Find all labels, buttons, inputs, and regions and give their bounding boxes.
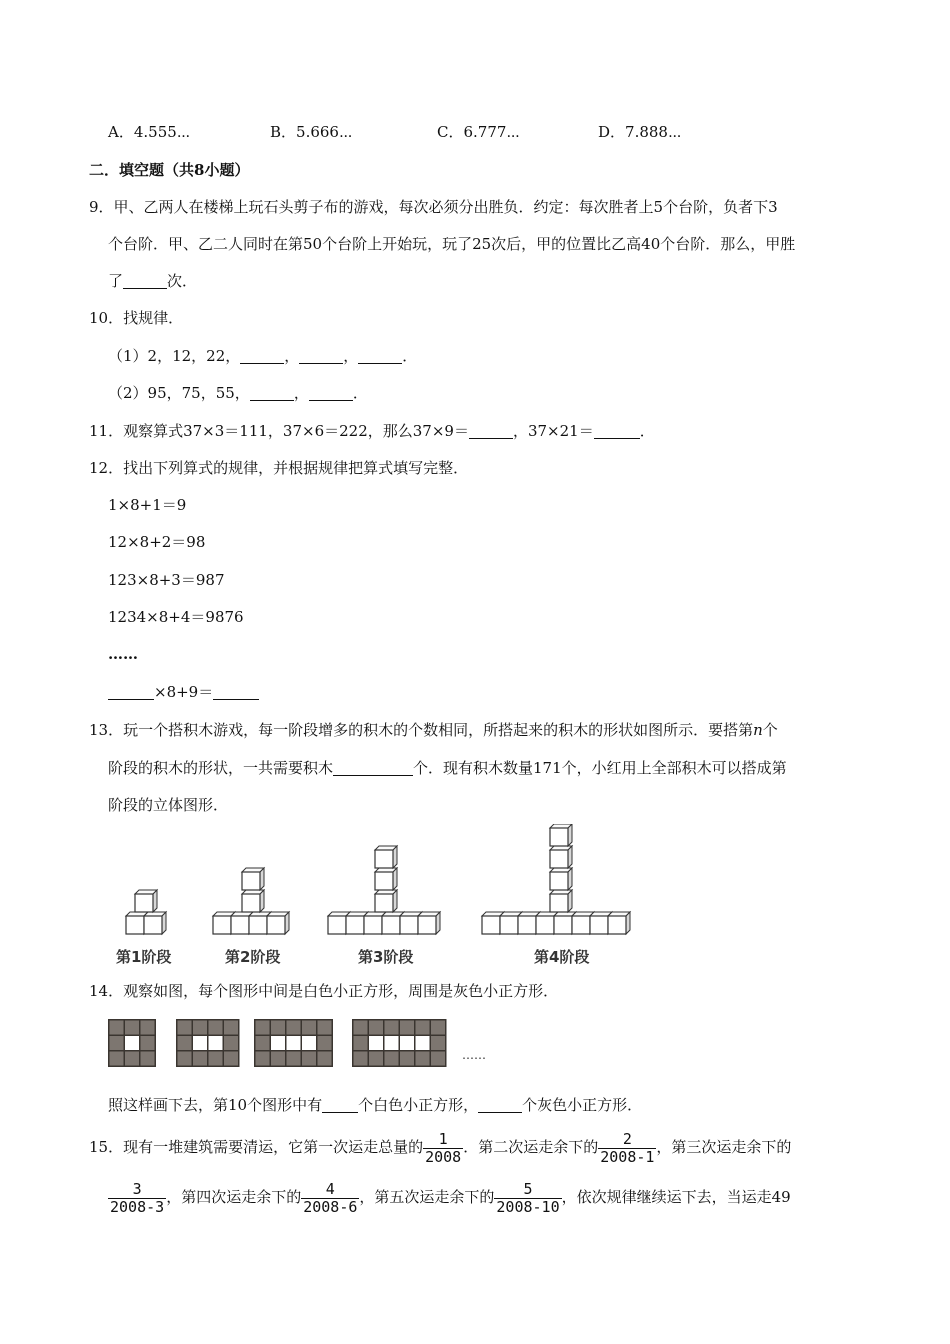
fraction-4: $\frac{4}{2008-6}$: [303, 1179, 358, 1216]
gray-square: [369, 1021, 383, 1035]
q10-p1-blank-2[interactable]: [299, 347, 343, 364]
q14-blank-2[interactable]: [478, 1096, 522, 1113]
q10-title: 10．找规律．: [89, 309, 184, 327]
fraction-1: $\frac{1}{2008}$: [425, 1129, 462, 1166]
q10-p2-blank-2[interactable]: [309, 384, 353, 401]
gray-square: [416, 1021, 430, 1035]
option-c: C．6.777⋯: [437, 123, 520, 141]
q11-text-a: 11．观察算式37×3＝111，37×6＝222，那么37×9＝: [89, 422, 469, 440]
stage-3-blocks: [328, 846, 440, 934]
option-b: B．5.666⋯: [270, 123, 353, 141]
pattern-continue-dots: ……: [462, 1048, 486, 1062]
gray-square: [193, 1021, 207, 1035]
q13-n: n: [753, 721, 763, 739]
q9-answer-blank[interactable]: [123, 272, 167, 289]
q10-sep: ，: [343, 347, 359, 365]
q10-p2-blank-1[interactable]: [250, 384, 294, 401]
q13-blank-1[interactable]: [333, 759, 413, 776]
q12-eq-1: 1×8+1＝9: [108, 496, 187, 514]
gray-square: [318, 1036, 332, 1050]
option-a: A．4.555⋯: [108, 123, 191, 141]
gray-square: [256, 1052, 270, 1066]
gray-square: [431, 1036, 445, 1050]
white-square: [193, 1036, 207, 1050]
q11-blank-1[interactable]: [469, 422, 513, 439]
q11-line: [89, 420, 655, 442]
stage-4-blocks: [482, 824, 630, 934]
stage-3-label: 第3阶段: [358, 948, 414, 966]
q13-text-d: 个．现有积木数量171个，小红用上全部积木可以搭成第: [413, 759, 787, 777]
white-square: [271, 1036, 285, 1050]
stage-2-blocks: [213, 868, 289, 934]
block-stages-figure: [108, 824, 648, 970]
q14-text-a: 照这样画下去，第10个图形中有: [108, 1096, 323, 1114]
q12-fill-text: ×8+9＝: [154, 683, 214, 701]
white-square: [385, 1036, 399, 1050]
q9-text-a: 了: [108, 272, 124, 290]
gray-square: [302, 1052, 316, 1066]
fraction-3: $\frac{3}{2008-3}$: [110, 1179, 165, 1216]
stage-2-label: 第2阶段: [225, 948, 281, 966]
q14-line: [108, 1094, 642, 1116]
gray-square: [178, 1021, 192, 1035]
white-square: [209, 1036, 223, 1050]
gray-square: [224, 1021, 238, 1035]
q10-part-2: [108, 382, 368, 404]
gray-square: [141, 1052, 155, 1066]
q14-text-b: 个白色小正方形，: [358, 1096, 479, 1114]
q12-blank-2[interactable]: [213, 683, 259, 700]
gray-square: [287, 1021, 301, 1035]
q12-title: 12．找出下列算式的规律，并根据规律把算式填写完整．: [89, 459, 469, 477]
gray-square: [110, 1052, 124, 1066]
q15-text-e: ，第五次运走余下的: [359, 1188, 495, 1206]
gray-square: [224, 1036, 238, 1050]
gray-square: [431, 1021, 445, 1035]
q12-blank-1[interactable]: [108, 683, 154, 700]
q9-line-1: 9．甲、乙两人在楼梯上玩石头剪子布的游戏，每次必须分出胜负．约定：每次胜者上5个台阶，负者下3: [89, 198, 778, 216]
gray-square: [193, 1052, 207, 1066]
gray-square: [431, 1052, 445, 1066]
white-square: [400, 1036, 414, 1050]
gray-square: [354, 1052, 368, 1066]
option-d: D．7.888⋯: [598, 123, 682, 141]
gray-square: [178, 1036, 192, 1050]
q13-text-b: 个: [762, 721, 778, 739]
pattern-figure-1: [108, 1019, 156, 1067]
pattern-figure-3: [254, 1019, 333, 1067]
section-title: 二．填空题（共8小题）: [89, 161, 250, 179]
stage-1-blocks: [126, 890, 166, 934]
q11-blank-2[interactable]: [594, 422, 640, 439]
gray-square: [209, 1021, 223, 1035]
stage-1-label: 第1阶段: [116, 948, 172, 966]
gray-square: [209, 1052, 223, 1066]
gray-square: [400, 1021, 414, 1035]
gray-square: [318, 1021, 332, 1035]
q11-text-c: ．: [639, 422, 655, 440]
q15-text-c: ，第三次运走余下的: [656, 1138, 792, 1156]
gray-square: [125, 1052, 139, 1066]
pattern-figure-2: [176, 1019, 240, 1067]
q13-text-c: 阶段的积木的形状，一共需要积木: [108, 759, 334, 777]
gray-square: [141, 1021, 155, 1035]
q9-line-2: 个台阶．甲、乙二人同时在第50个台阶上开始玩，玩了25次后，甲的位置比乙高40个台阶．那么，甲胜: [108, 235, 796, 253]
q9-line-3: [108, 270, 197, 292]
q9-text-b: 次．: [167, 272, 198, 290]
q12-dots: ……: [108, 645, 138, 663]
q15-text-d: ，第四次运走余下的: [166, 1188, 302, 1206]
q14-blank-1[interactable]: [322, 1096, 358, 1113]
q10-p1-blank-1[interactable]: [240, 347, 284, 364]
gray-square: [271, 1052, 285, 1066]
q15-text-f: ，依次规律继续运下去，当运走49: [561, 1188, 791, 1206]
gray-square: [354, 1036, 368, 1050]
q13-line-2: [108, 757, 787, 779]
q10-end: ．: [352, 384, 368, 402]
white-square: [369, 1036, 383, 1050]
q12-fill-line: [108, 681, 259, 703]
stage-4-label: 第4阶段: [534, 948, 590, 966]
q10-end: ．: [402, 347, 418, 365]
gray-square: [178, 1052, 192, 1066]
pattern-figure-4: [352, 1019, 447, 1067]
white-square: [125, 1036, 139, 1050]
q11-text-b: ，37×21＝: [512, 422, 594, 440]
gray-square: [354, 1021, 368, 1035]
q13-line-1: [89, 719, 778, 741]
q14-title: 14．观察如图，每个图形中间是白色小正方形，周围是灰色小正方形．: [89, 982, 559, 1000]
gray-square: [287, 1052, 301, 1066]
q12-eq-3: 123×8+3＝987: [108, 571, 225, 589]
q14-text-c: 个灰色小正方形．: [522, 1096, 643, 1114]
gray-square: [256, 1036, 270, 1050]
q10-p1-blank-3[interactable]: [358, 347, 402, 364]
white-square: [302, 1036, 316, 1050]
white-square: [416, 1036, 430, 1050]
fraction-5: $\frac{5}{2008-10}$: [496, 1179, 560, 1216]
q15-line-1: [89, 1128, 791, 1166]
q10-sep: ，: [293, 384, 309, 402]
gray-square: [385, 1052, 399, 1066]
q13-text-a: 13．玩一个搭积木游戏，每一阶段增多的积木的个数相同，所搭起来的积木的形状如图所示．要搭第: [89, 721, 754, 739]
q12-eq-2: 12×8+2＝98: [108, 533, 206, 551]
q10-p1-text: （1）2，12，22，: [108, 347, 241, 365]
q15-text-b: ．第二次运走余下的: [463, 1138, 599, 1156]
gray-square: [271, 1021, 285, 1035]
gray-square: [125, 1021, 139, 1035]
gray-square: [318, 1052, 332, 1066]
gray-square: [416, 1052, 430, 1066]
gray-square: [400, 1052, 414, 1066]
gray-square: [256, 1021, 270, 1035]
gray-square: [224, 1052, 238, 1066]
q15-line-2: [108, 1178, 791, 1216]
white-square: [287, 1036, 301, 1050]
fraction-2: $\frac{2}{2008-1}$: [600, 1129, 655, 1166]
q10-p2-text: （2）95，75，55，: [108, 384, 250, 402]
q10-sep: ，: [284, 347, 300, 365]
square-pattern-figure: [108, 1017, 508, 1075]
gray-square: [110, 1021, 124, 1035]
gray-square: [385, 1021, 399, 1035]
q12-eq-4: 1234×8+4＝9876: [108, 608, 244, 626]
gray-square: [302, 1021, 316, 1035]
q15-text-a: 15．现有一堆建筑需要清运，它第一次运走总量的: [89, 1138, 424, 1156]
gray-square: [141, 1036, 155, 1050]
gray-square: [110, 1036, 124, 1050]
q10-part-1: [108, 345, 417, 367]
gray-square: [369, 1052, 383, 1066]
q13-line-3: 阶段的立体图形．: [108, 796, 229, 814]
